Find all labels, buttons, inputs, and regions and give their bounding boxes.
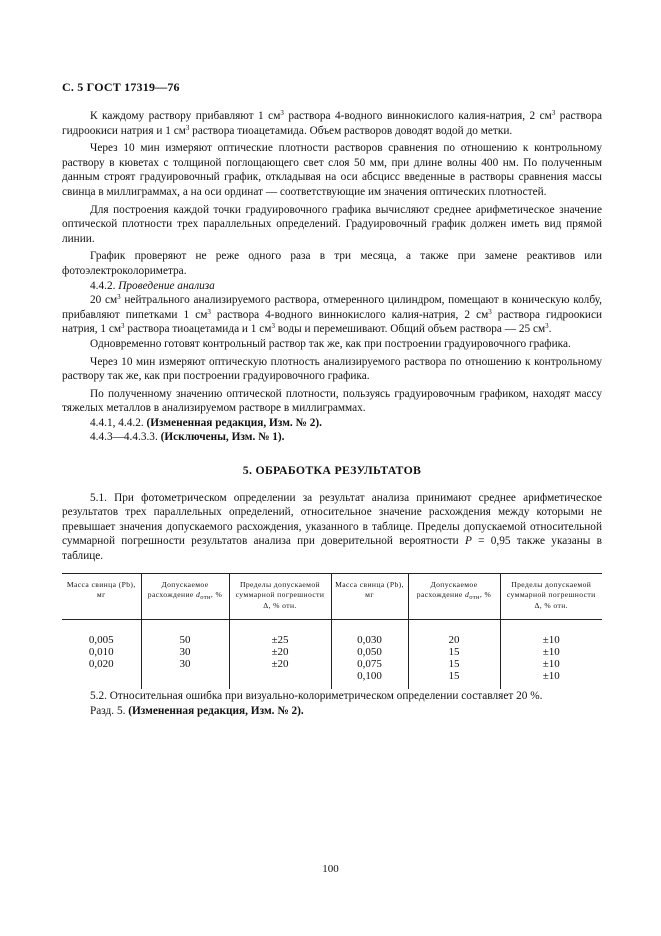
table-cell: ±10	[500, 620, 602, 647]
paragraph-measure-sample: Через 10 мин измеряют оптическую плотность анализируемого раствора по отношению к контрольному раствору так же, как при построении градуировочного графика.	[62, 355, 602, 383]
table-cell: ±20	[229, 647, 331, 659]
table-header-cell: Пределы допускаемой суммарной погрешности Δ, % отн.	[500, 573, 602, 620]
section-title: 5. ОБРАБОТКА РЕЗУЛЬТАТОВ	[242, 463, 422, 478]
table-header-cell: Масса свинца (Pb), мг	[62, 573, 141, 620]
table-cell: 0,050	[331, 647, 408, 659]
amendment-note-4-4-1: 4.4.1, 4.4.2. (Измененная редакция, Изм. № 2).	[90, 416, 322, 429]
amendment-note-4-4-3: 4.4.3—4.4.3.3. (Исключены, Изм. № 1).	[90, 431, 285, 444]
page-number: 100	[322, 863, 339, 875]
paragraph-find-mass: По полученному значению оптической плотности, пользуясь градуировочным графиком, находят массу тяжелых металлов в анализируемом растворе в миллиграммах.	[62, 387, 602, 415]
table-cell: 0,020	[88, 657, 114, 670]
paragraph-calibration-check: График проверяют не реже одного раза в три месяца, а также при замене реактивов или фотоэлектроколориметра.	[62, 250, 602, 277]
table-cell: ±10	[500, 659, 602, 671]
paragraph-calibration-measure: Через 10 мин измеряют оптические плотности растворов сравнения по отношению к контрольному раствору в кюветах с толщиной поглощающего свет слоя 50 мм, при длине волны 400 нм. По полученным данным строят градуировочный график, откладывая на оси абсцисс введенные в растворы сравнения массы свинца в миллиграммах, а на оси ординат — соответствующие им значения оптических плотностей.	[62, 142, 602, 198]
page-header: С. 5 ГОСТ 17319—76	[62, 80, 180, 94]
paragraph-5-2: 5.2. Относительная ошибка при визуально-колориметрическом определении составляет 20 %.	[90, 690, 543, 703]
table-cell: 15	[408, 671, 500, 690]
table-cell: ±10	[500, 647, 602, 659]
paragraph-analysis-procedure: 20 $см^3$ нейтрального анализируемого раствора, отмеренного цилиндром, помещают в коническую колбу, прибавляют пипетками 1 $см^3$ раствора 4-водного виннокислого калия-натрия, 2 $см^3$ раствора гидроокиси натрия, 1 $см^3$ раствора тиоацетамида и 1 $см^3$ воды и перемешивают. Общий объем раствора — 25 $см^3$.	[62, 293, 603, 336]
table-cell: ±20	[229, 659, 331, 671]
table-cell: ±10	[500, 671, 602, 690]
table-row	[62, 659, 602, 671]
table-cell	[229, 671, 331, 690]
amendment-note-section-5: Разд. 5. (Измененная редакция, Изм. № 2).	[90, 704, 304, 717]
table-cell: 0,010	[88, 645, 114, 658]
table-cell: 0,075	[331, 659, 408, 671]
table-row	[62, 647, 602, 659]
tolerance-table	[62, 573, 602, 690]
table-header-cell: Допускаемое расхождение dотн, %	[141, 573, 229, 620]
table-row	[62, 620, 602, 647]
paragraph-reagents: К каждому раствору прибавляют 1 $см^3$ раствора 4-водного виннокислого калия-натрия, 2 $см^3$ раствора гидроокиси натрия и 1 $см^3$ раствора тиоацетамида. Объем растворов доводят водой до метки.	[62, 109, 602, 137]
table-cell	[62, 671, 141, 690]
table-header-cell: Допускаемое расхождение dотн, %	[408, 573, 500, 620]
table-cell: ±25	[229, 620, 331, 647]
table-header-cell: Масса свинца (Pb), мг	[331, 573, 408, 620]
table-cell: 15	[408, 659, 500, 671]
subsection-4-4-2: 4.4.2. Проведение анализа	[90, 279, 215, 292]
table-cell: 30	[141, 659, 229, 671]
paragraph-control-solution: Одновременно готовят контрольный раствор так же, как при построении градуировочного графика.	[90, 337, 571, 350]
paragraph-5-1: 5.1. При фотометрическом определении за результат анализа принимают среднее арифметическое результатов трех параллельных определений, относительное значение расхождения между которыми не превышает значения допускаемого расхождения, указанного в таблице. Пределы допускаемой относительной суммарной погрешности результатов анализа при доверительной вероятности P = 0,95 также указаны в таблице.	[62, 491, 602, 563]
table-cell: 0,100	[331, 671, 408, 690]
table-cell: 0,005	[88, 634, 114, 647]
paragraph-calibration-points: Для построения каждой точки градуировочного графика вычисляют среднее арифметическое значение оптической плотности трех параллельных определений. Градуировочный график должен иметь вид прямой линии.	[62, 203, 602, 245]
table-cell: 30	[141, 647, 229, 659]
table-header-row	[62, 573, 602, 620]
table-cell: 15	[408, 647, 500, 659]
table-cell: 50	[141, 620, 229, 647]
table-header-cell: Пределы допускаемой суммарной погрешности Δ, % отн.	[229, 573, 331, 620]
table-cell: 20	[408, 620, 500, 647]
table-row	[62, 671, 602, 690]
table-cell	[141, 671, 229, 690]
document-body	[62, 109, 602, 719]
table-cell: 0,030	[331, 620, 408, 647]
